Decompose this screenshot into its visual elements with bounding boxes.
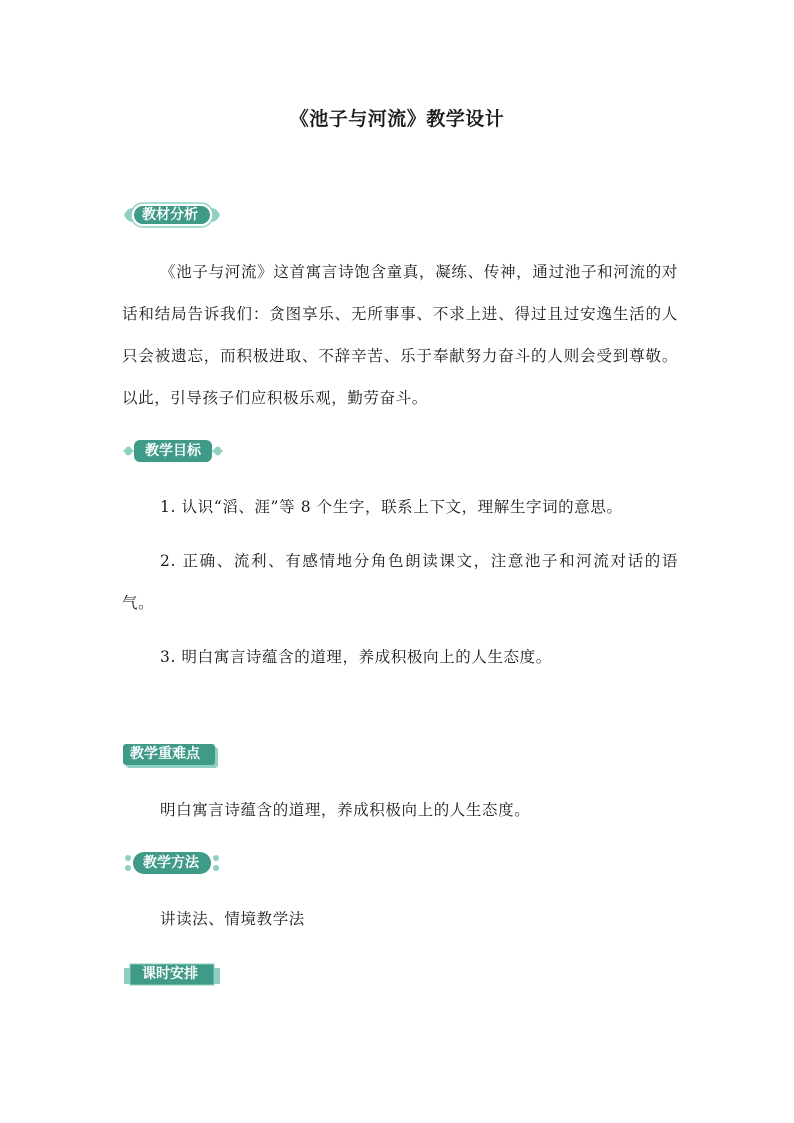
key-points-paragraph: 明白寓言诗蕴含的道理，养成积极向上的人生态度。 [160,801,531,819]
section-heading: 教学重难点 [130,746,200,762]
section-badge-methods [122,850,222,876]
section-heading: 教学方法 [143,855,199,871]
document-title: 《池子与河流》教学设计 [289,108,505,130]
objective-item: 2. 正确、流利、有感情地分角色朗读课文，注意池子和河流对话的语气。 [122,552,678,612]
methods-paragraph: 讲读法、情境教学法 [160,910,305,928]
section-badge-objectives [122,438,224,464]
section-badge-key-points [122,743,220,769]
objective-item: 3. 明白寓言诗蕴含的道理，养成积极向上的人生态度。 [160,648,552,666]
section-heading: 教学目标 [145,443,201,459]
section-badge-schedule [122,962,222,988]
section-badge-analysis [122,202,222,228]
section-heading: 课时安排 [142,966,198,982]
objective-item: 1. 认识“滔、涯”等 8 个生字，联系上下文，理解生字词的意思。 [160,498,623,516]
analysis-paragraph: 《池子与河流》这首寓言诗饱含童真，凝练、传神，通过池子和河流的对话和结局告诉我们：贪图享乐、无所事事、不求上进、得过且过安逸生活的人只会被遗忘，而积极进取、不辞辛苦、乐于奉献努力奋斗的人则会受到尊敬。以此，引导孩子们应积极乐观，勤劳奋斗。 [122,263,678,407]
section-heading: 教材分析 [142,207,198,223]
objectives-list [122,486,678,678]
